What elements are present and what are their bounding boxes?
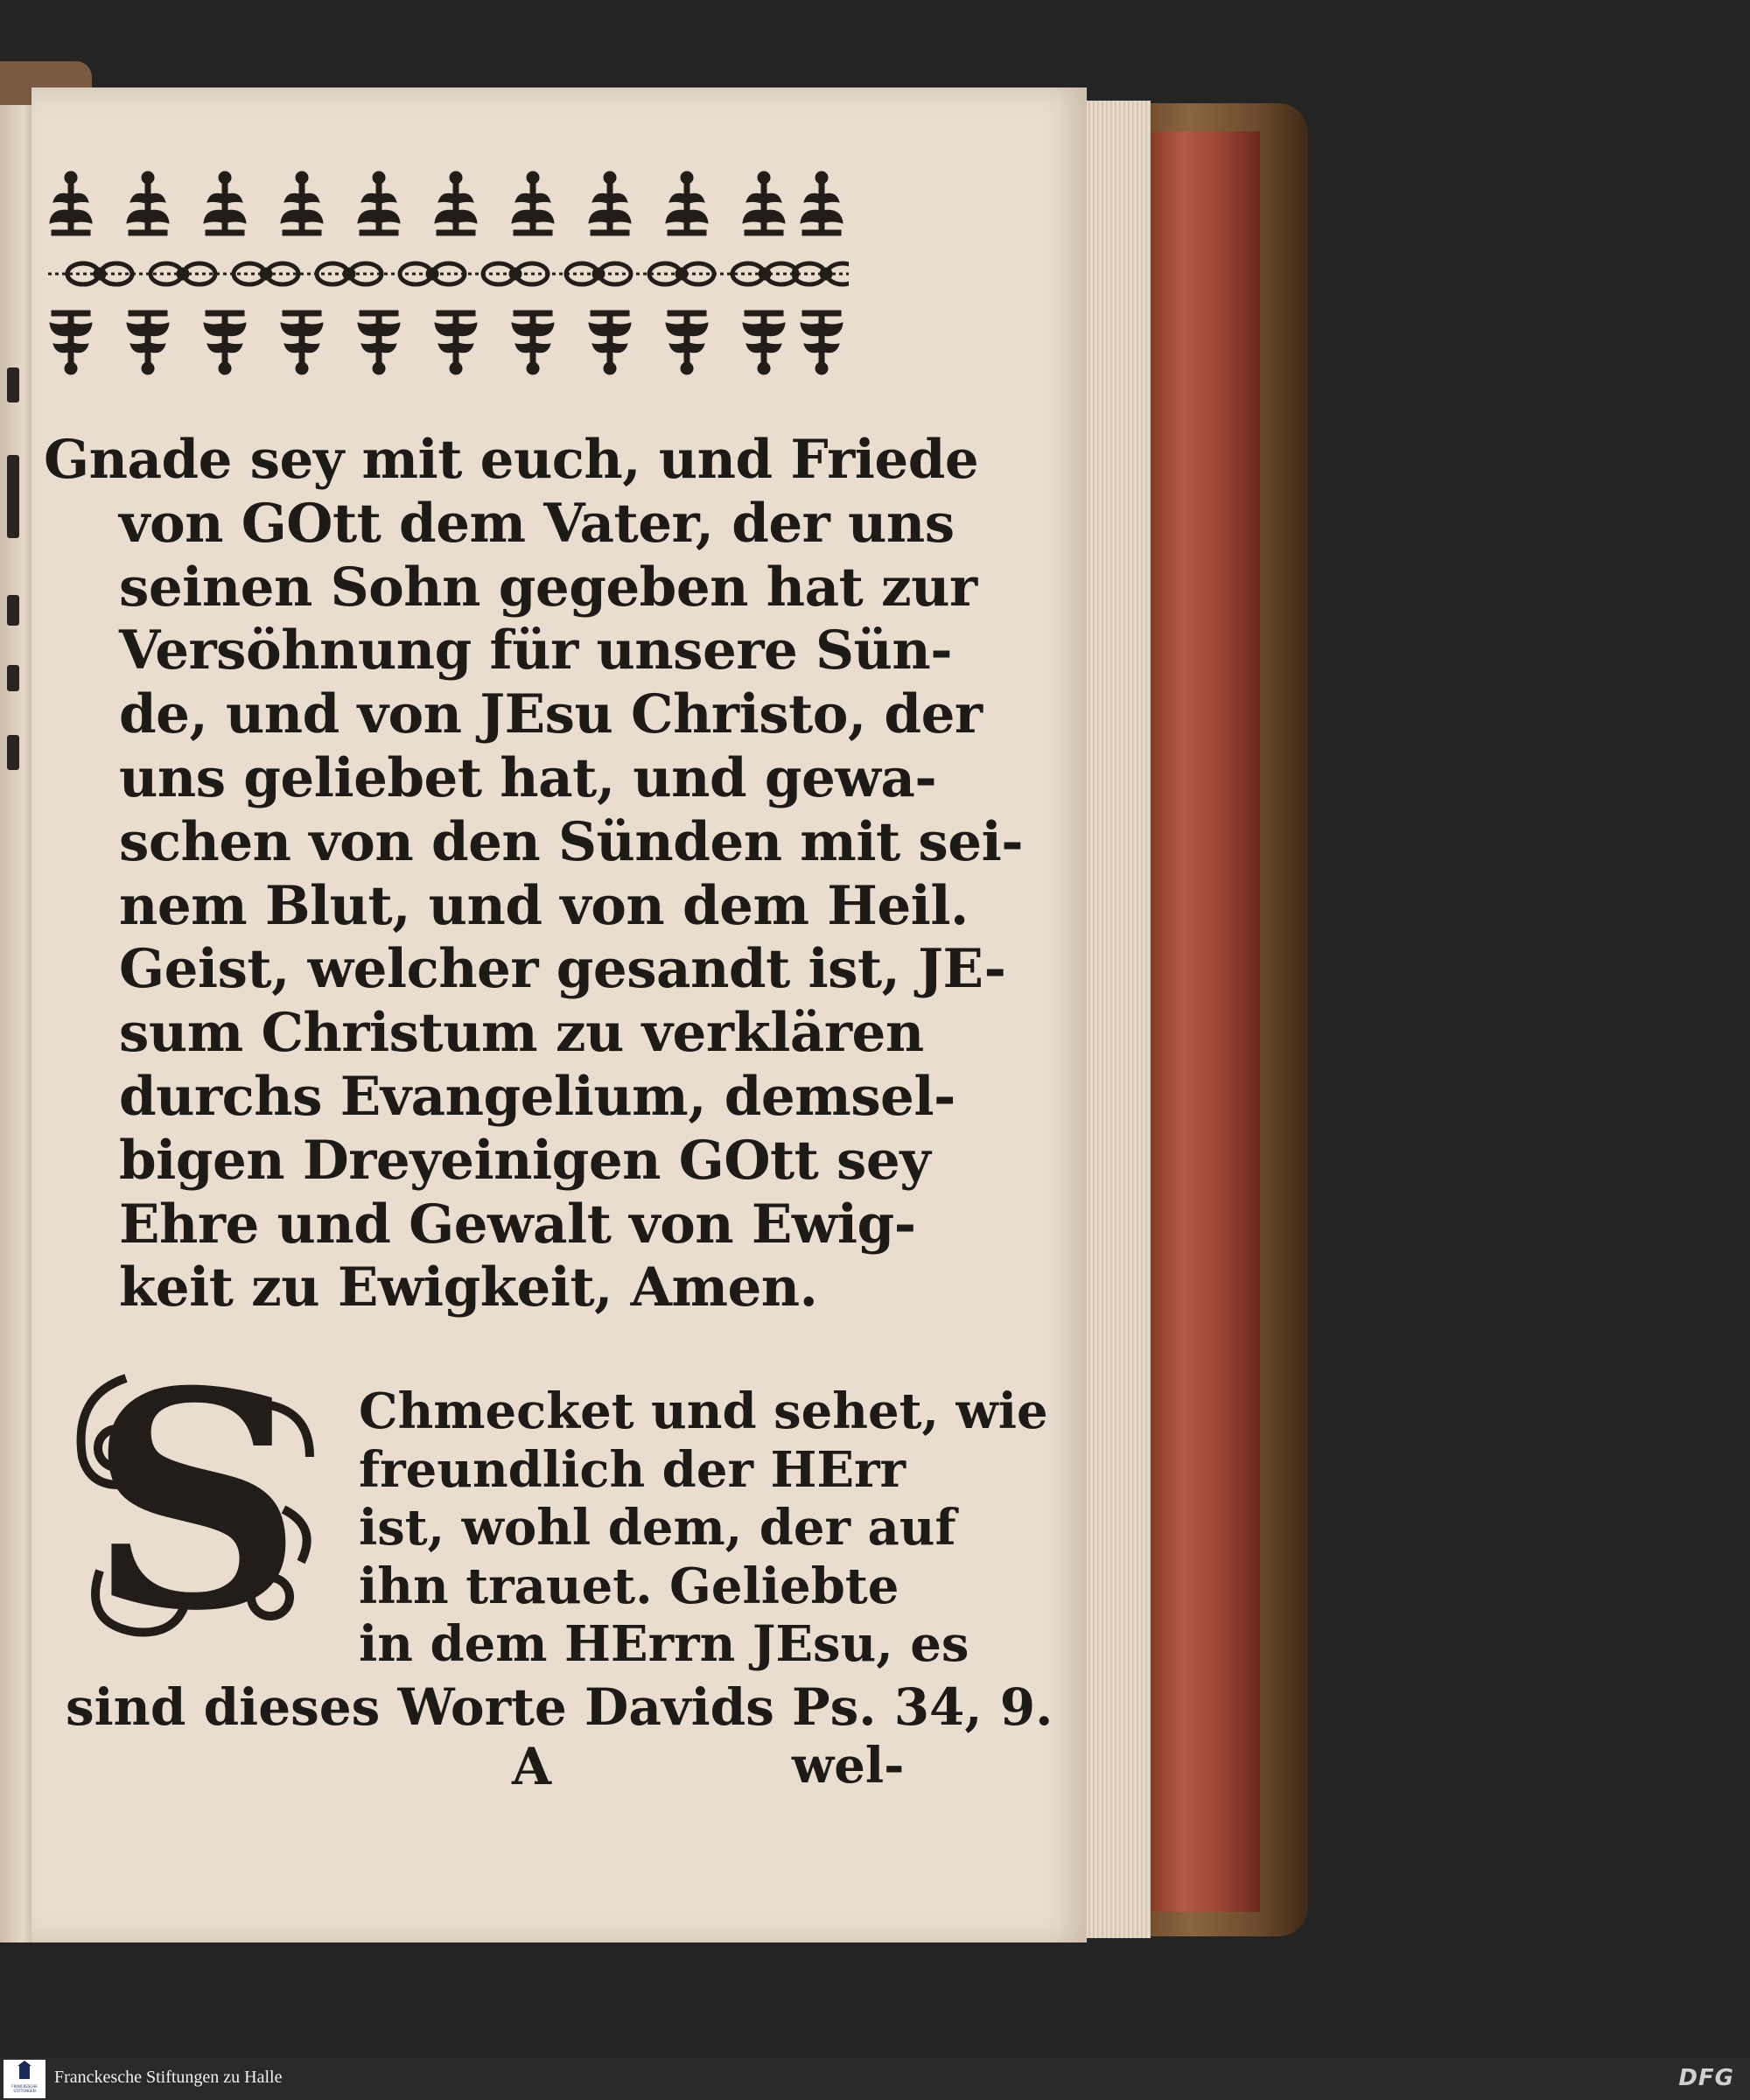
text-line: Versöhnung für unsere Sün- [119, 620, 953, 682]
ink-mark [7, 595, 19, 626]
text-line: ihn trauet. Geliebte [359, 1557, 900, 1615]
text-line: Geist, welcher gesandt ist, JE- [119, 938, 1006, 1001]
second-paragraph [359, 1382, 1048, 1674]
building-icon [4, 2060, 46, 2084]
text-line: schen von den Sünden mit sei- [119, 810, 1024, 873]
drop-cap-letter: S [88, 1343, 304, 1649]
signature-mark: A [512, 1737, 552, 1796]
catchword: wel- [792, 1737, 905, 1795]
text-line: uns geliebet hat, und gewa- [119, 746, 937, 809]
text-line: Ehre und Gewalt von Ewig- [119, 1193, 916, 1256]
institution-logo [4, 2060, 46, 2098]
dfg-logo: DFG [1678, 2065, 1734, 2091]
text-line: de, und von JEsu Christo, der [119, 683, 983, 746]
text-line: bigen Dreyeinigen GOtt sey [119, 1129, 931, 1192]
text-line: freundlich der HErr [359, 1440, 906, 1499]
red-fore-edge [1151, 131, 1260, 1912]
ink-mark [7, 368, 19, 402]
text-line: Gnade sey mit euch, und Friede [44, 429, 979, 491]
ink-mark [7, 455, 19, 538]
text-line: ist, wohl dem, der auf [359, 1499, 956, 1557]
headpiece-ornament [48, 171, 849, 381]
text-line: durchs Evangelium, demsel- [119, 1065, 956, 1128]
text-line: sind dieses Worte Davids Ps. 34, 9. [66, 1677, 1054, 1737]
institution-name: Franckesche Stiftungen zu Halle [54, 2068, 283, 2087]
text-line: in dem HErrn JEsu, es [359, 1615, 970, 1673]
text-line: seinen Sohn gegeben hat zur [119, 556, 977, 619]
ink-mark [7, 735, 19, 770]
text-line: keit zu Ewigkeit, Amen. [119, 1256, 818, 1320]
opening-blessing-paragraph [44, 429, 1024, 1320]
text-line: von GOtt dem Vater, der uns [119, 492, 955, 555]
footer-bar [0, 2058, 1750, 2100]
text-line: nem Blut, und von dem Heil. [119, 874, 969, 937]
drop-cap-initial [65, 1343, 327, 1649]
text-line: Chmecket und sehet, wie [359, 1382, 1048, 1440]
text-line: sum Christum zu verklären [119, 1002, 924, 1065]
ink-mark [7, 665, 19, 691]
logo-caption: FRANCKESCHE STIFTUNGEN [11, 2084, 38, 2093]
